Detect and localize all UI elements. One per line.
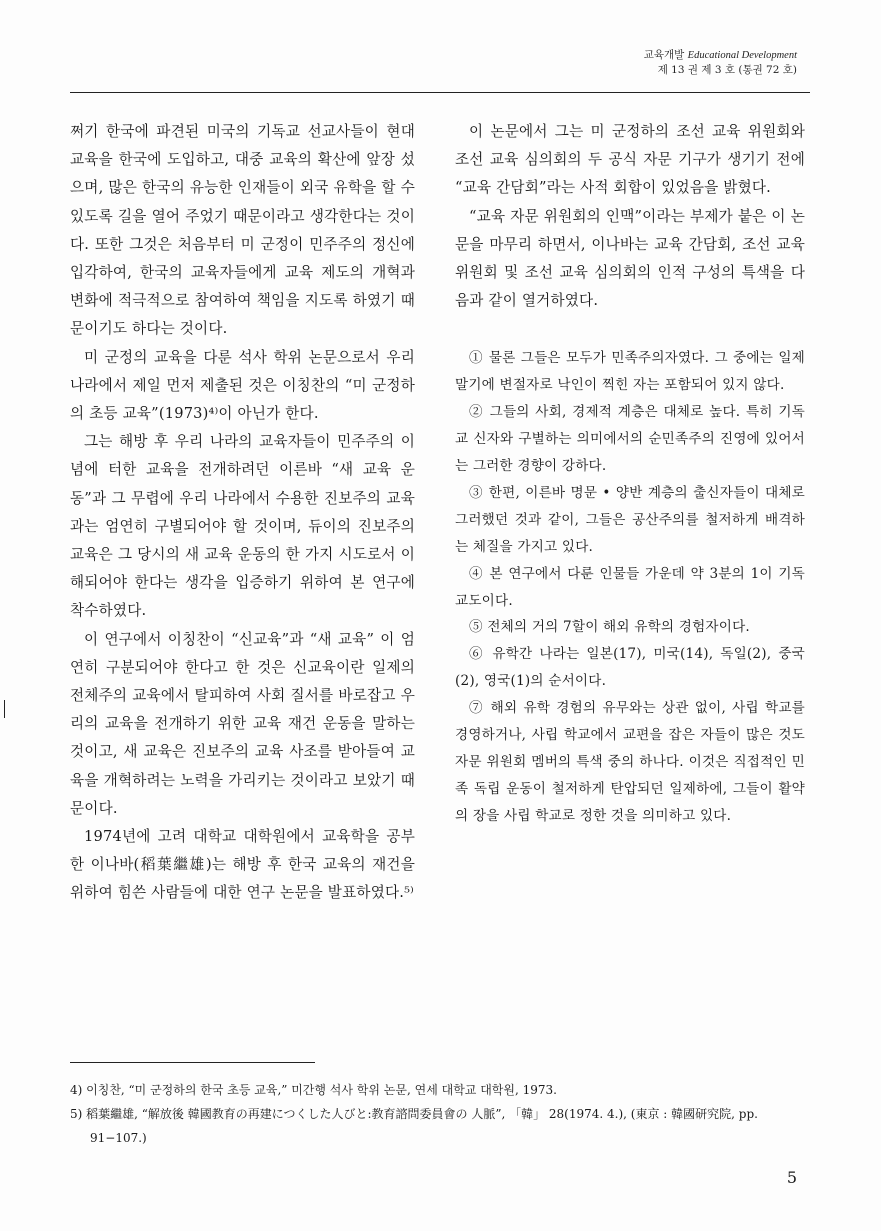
list-item: ⑦ 해외 유학 경험의 유무와는 상관 없이, 사립 학교를 경영하거나, 사립 학교에서 교편을 잡은 자들이 많은 것도 자문 위원회 멤버의 특색 중의 하나다. 이것은 직접적인 민족 독립 운동이 철저하게 탄압되던 일제하에, 그들이 활약의 장을 사립 학교로 정한 것을 의미하고 있다. xyxy=(455,700,805,824)
paragraph: “교육 자문 위원회의 인맥”이라는 부제가 붙은 이 논문을 마무리 하면서, 이나바는 교육 간담회, 조선 교육 위원회 및 조선 교육 심의회의 인적 구성의 특색을 다음과 같이 열거하였다. xyxy=(455,207,805,310)
journal-title-ko: 교육개발 xyxy=(643,49,685,61)
header-rule xyxy=(70,92,810,93)
list-item: ③ 한편, 이른바 명문 • 양반 계층의 출신자들이 대체로 그러했던 것과 같이, 그들은 공산주의를 철저하게 배격하는 체질을 가지고 있다. xyxy=(455,484,805,555)
volume-issue: 제 13 권 제 3 호 (통권 72 호) xyxy=(657,64,797,76)
running-header xyxy=(644,48,797,77)
paragraph: 그는 해방 후 우리 나라의 교육자들이 민주주의 이념에 터한 교육을 전개하려던 이른바 “새 교육 운동”과 그 무렵에 우리 나라에서 수용한 진보주의 교육과는 엄연히 구별되어야 할 것이며, 듀이의 진보주의 교육은 그 당시의 새 교육 운동의 한 가지 시도로서 이해되어야 한다는 생각을 입증하기 위하여 본 연구에 착수하였다. xyxy=(70,433,415,620)
footnote-rule xyxy=(70,1062,315,1063)
spacer xyxy=(455,315,805,345)
footnote-4: 4) 이칭찬, “미 군정하의 한국 초등 교육,” 미간행 석사 학위 논문, 연세 대학교 대학원, 1973. xyxy=(70,1083,557,1097)
paragraph: 이 연구에서 이칭찬이 “신교육”과 “새 교육” 이 엄연히 구분되어야 한다고 한 것은 신교육이란 일제의 전체주의 교육에서 탈피하여 사회 질서를 바로잡고 우리의 교육을 전개하기 위한 교육 재건 운동을 말하는 것이고, 새 교육은 진보주의 교육 사조를 받아들여 교육을 개혁하려는 노력을 가리키는 것이라고 보았기 때문이다. xyxy=(70,630,415,817)
list-item: ② 그들의 사회, 경제적 계층은 대체로 높다. 특히 기독교 신자와 구별하는 의미에서의 순민족주의 진영에 있어서는 그러한 경향이 강하다. xyxy=(455,404,805,475)
list-item: ① 물론 그들은 모두가 민족주의자였다. 그 중에는 일제 말기에 변절자로 낙인이 찍힌 자는 포함되어 있지 않다. xyxy=(455,350,805,394)
footnote-5: 5) 稻葉繼雄, “解放後 韓國教育の再建につくした人びと:教育諮問委員會の 人脈”, 「韓」 28(1974. 4.), (東京 : 韓國研究院, pp. 91−107.) xyxy=(70,1107,758,1145)
paragraph: 미 군정의 교육을 다룬 석사 학위 논문으로서 우리 나라에서 제일 먼저 제출된 것은 이칭찬의 “미 군정하의 초등 교육”(1973)⁴⁾이 아닌가 한다. xyxy=(70,348,415,423)
paragraph: 1974년에 고려 대학교 대학원에서 교육학을 공부한 이나바(稻葉繼雄)는 해방 후 한국 교육의 재건을 위하여 힘쓴 사람들에 대한 연구 논문을 발표하였다.⁵⁾ xyxy=(70,828,415,902)
journal-title-en: Educational Development xyxy=(687,50,797,61)
numbered-list xyxy=(455,345,805,829)
journal-title xyxy=(644,48,797,63)
list-item: ⑥ 유학간 나라는 일본(17), 미국(14), 독일(2), 중국(2), 영국(1)의 순서이다. xyxy=(455,646,805,690)
paragraph: 쩌기 한국에 파견된 미국의 기독교 선교사들이 현대 교육을 한국에 도입하고, 대중 교육의 확산에 앞장 섰으며, 많은 한국의 유능한 인재들이 외국 유학을 할 수 있도록 길을 열어 주었기 때문이라고 생각한다는 것이다. 또한 그것은 처음부터 미 군정이 민주주의 정신에 입각하여, 한국의 교육자들에게 교육 제도의 개혁과 변화에 적극적으로 참여하여 책임을 지도록 하였기 때문이기도 하다는 것이다. xyxy=(70,123,415,338)
paragraph: 이 논문에서 그는 미 군정하의 조선 교육 위원회와 조선 교육 심의회의 두 공식 자문 기구가 생기기 전에 “교육 간담회”라는 사적 회합이 있었음을 밝혔다. xyxy=(455,123,805,197)
footnotes xyxy=(70,1078,812,1150)
list-item: ④ 본 연구에서 다룬 인물들 가운데 약 3분의 1이 기독교도이다. xyxy=(455,565,805,609)
margin-mark xyxy=(4,700,5,718)
left-column xyxy=(70,118,415,908)
list-item: ⑤ 전체의 거의 7할이 해외 유학의 경험자이다. xyxy=(469,619,750,636)
page-number: 5 xyxy=(786,1168,797,1187)
right-column xyxy=(455,118,805,830)
